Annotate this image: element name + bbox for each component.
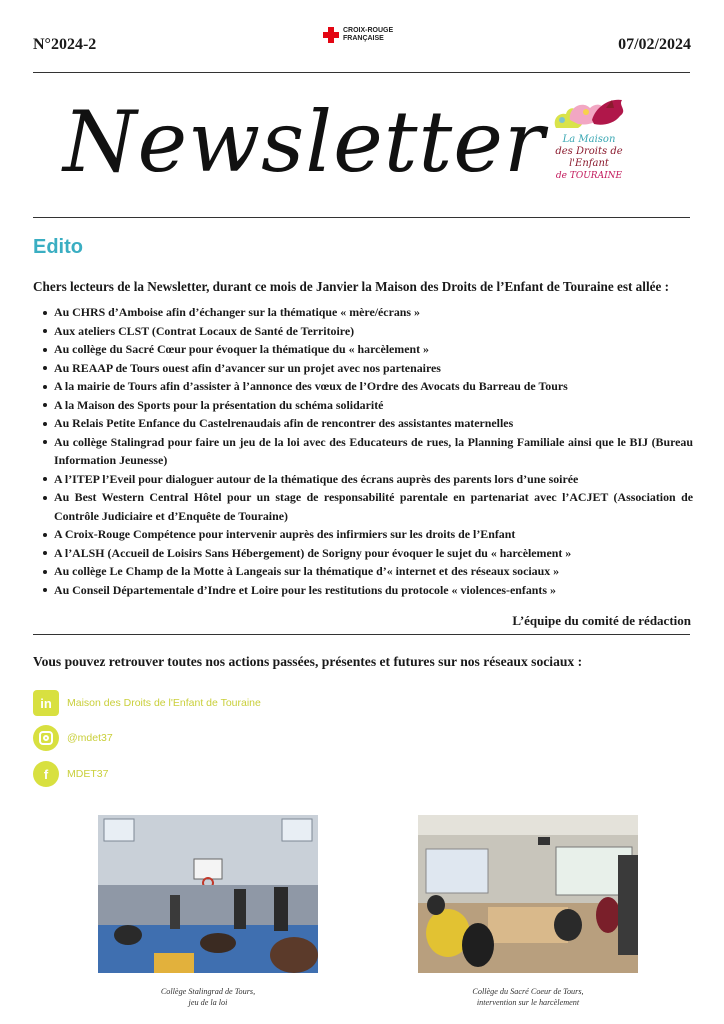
social-intro: Vous pouvez retrouver toutes nos actions passées, présentes et futures sur nos réseaux sociaux : xyxy=(33,654,583,669)
org-line-1: CROIX-ROUGE xyxy=(343,27,394,34)
facebook-icon: f xyxy=(33,761,59,787)
list-item: Au Best Western Central Hôtel pour un stage de responsabilité parentale en partenariat avec l’ACJET (Association de Contrôle Judiciaire et d’Enquête de Touraine) xyxy=(38,488,693,525)
social-label[interactable]: @mdet37 xyxy=(67,732,113,744)
list-item: A Croix-Rouge Compétence pour intervenir auprès des infirmiers sur les droits de l’Enfant xyxy=(38,525,693,544)
red-cross-icon xyxy=(323,27,339,43)
list-item: Au collège du Sacré Cœur pour évoquer la thématique du « harcèlement » xyxy=(38,340,693,359)
photo-caption: Collège Stalingrad de Tours, jeu de la loi xyxy=(160,987,256,1007)
linkedin-icon: in xyxy=(33,690,59,716)
children-figures-icon xyxy=(548,94,630,136)
social-label[interactable]: Maison des Droits de l'Enfant de Touraine xyxy=(67,697,261,709)
org-line-2: FRANÇAISE xyxy=(343,35,384,42)
divider xyxy=(33,72,690,73)
logo-line-2: des Droits de l'Enfant xyxy=(555,146,623,169)
list-item: Au CHRS d’Amboise afin d’échanger sur la thématique « mère/écrans » xyxy=(38,303,693,322)
list-item: Aux ateliers CLST (Contrat Locaux de Santé de Territoire) xyxy=(38,322,693,341)
list-item: A l’ITEP l’Eveil pour dialoguer autour de la thématique des écrans auprès des parents lors d’une soirée xyxy=(38,470,693,489)
divider xyxy=(33,217,690,218)
editorial-signature: L’équipe du comité de rédaction xyxy=(512,613,691,628)
list-item: Au Conseil Départementale d’Indre et Loire pour les restitutions du protocole « violences-enfants » xyxy=(38,581,693,600)
logo-line-3: de TOURAINE xyxy=(555,171,623,181)
list-item: A l’ALSH (Accueil de Loisirs Sans Hébergement) de Sorigny pour évoquer le sujet du « harcèlement » xyxy=(38,544,693,563)
logo-line-1: La Maison xyxy=(562,134,616,145)
divider xyxy=(33,634,690,635)
photo-sacre-coeur xyxy=(418,815,638,973)
mdet-logo xyxy=(548,94,630,186)
social-link-instagram[interactable] xyxy=(33,725,113,751)
list-item: A la mairie de Tours afin d’assister à l’annonce des vœux de l’Ordre des Avocats du Barreau de Tours xyxy=(38,377,693,396)
activities-list xyxy=(38,303,693,599)
list-item: Au collège Stalingrad pour faire un jeu de la loi avec des Educateurs de rues, la Planning Familiale ainsi que le BIJ (Bureau Information Jeunesse) xyxy=(38,433,693,470)
section-heading-edito: Edito xyxy=(33,236,83,258)
social-link-linkedin[interactable] xyxy=(33,690,261,716)
list-item: A la Maison des Sports pour la présentation du schéma solidarité xyxy=(38,396,693,415)
list-item: Au REAAP de Tours ouest afin d’avancer sur un projet avec nos partenaires xyxy=(38,359,693,378)
edito-intro: Chers lecteurs de la Newsletter, durant ce mois de Janvier la Maison des Droits de l’Enfant de Touraine est allée : xyxy=(33,279,669,294)
photo-caption: Collège du Sacré Coeur de Tours, intervention sur le harcèlement xyxy=(472,987,584,1007)
social-link-facebook[interactable] xyxy=(33,761,108,787)
photo-stalingrad xyxy=(98,815,318,973)
social-label[interactable]: MDET37 xyxy=(67,768,109,780)
list-item: Au collège Le Champ de la Motte à Langeais sur la thématique d’« internet et des réseaux sociaux » xyxy=(38,562,693,581)
issue-number: N°2024-2 xyxy=(33,36,97,53)
issue-date: 07/02/2024 xyxy=(618,36,691,53)
list-item: Au Relais Petite Enfance du Castelrenaudais afin de rencontrer des assistantes maternelles xyxy=(38,414,693,433)
instagram-icon xyxy=(33,725,59,751)
croix-rouge-logo xyxy=(323,27,393,43)
page-title: Newsletter xyxy=(63,93,546,191)
